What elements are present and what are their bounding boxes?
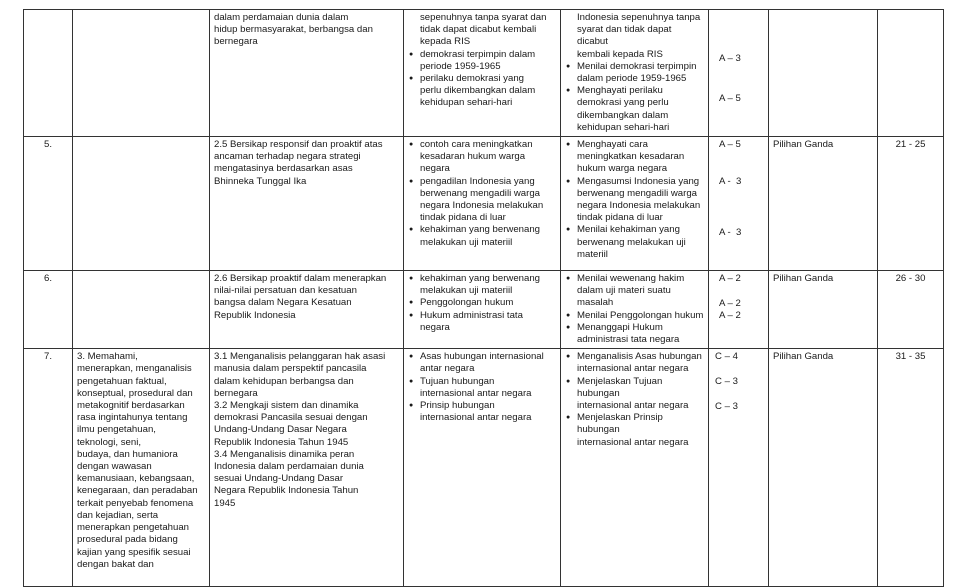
competency-cell [73,10,210,137]
indicator-cell: dalam perdamaian dunia dalam hidup bermasyarakat, berbangsa dan bernegara [210,10,404,137]
question-form-cell [769,10,878,137]
material-item: ● Penggolongan hukum [408,297,556,309]
indicator-cell: 2.5 Bersikap responsif dan proaktif atas ancaman terhadap negara strategi mengatasinya berdasarkan asas Bhinneka Tunggal Ika [210,137,404,271]
cognitive-level: A - 3 [719,176,742,188]
question-form-cell: Pilihan Ganda [769,349,878,587]
material-cell [404,10,561,137]
table-row [24,10,944,137]
cognitive-level: A – 2 [719,310,741,322]
question-indicator-item: ● Menilai Penggolongan hukum [565,310,704,322]
competency-cell: 3. Memahami, menerapkan, menganalisis pengetahuan faktual, konseptual, prosedural dan metakognitif berdasarkan rasa ingintahunya tentang ilmu pengetahuan, teknologi, seni, budaya, dan humaniora dengan wawasan kemanusiaan, kebangsaan, kenegaraan, dan peradaban terkait penyebab fenomena dan kejadian, serta menerapkan pengetahuan prosedural pada bidang kajian yang spesifik sesuai dengan bakat dan [73,349,210,587]
material-item: ● demokrasi terpimpin dalam periode 1959-1965 [408,49,556,73]
cognitive-level: A – 5 [719,139,741,151]
question-indicator-cell [561,10,709,137]
item-number-cell: 26 - 30 [878,271,944,349]
material-item: ● perilaku demokrasi yang perlu dikembangkan dalam kehidupan sehari-hari [408,73,556,110]
row-number: 6. [24,271,73,349]
cognitive-level: A – 2 [719,273,741,285]
item-number-cell: 21 - 25 [878,137,944,271]
table-row [24,271,944,349]
question-indicator-item: ● Menilai demokrasi terpimpin dalam periode 1959-1965 [565,61,704,85]
material-item: ● contoh cara meningkatkan kesadaran hukum warga negara [408,139,556,176]
cognitive-level: C – 4 [715,351,738,363]
question-indicator-item: Indonesia sepenuhnya tanpa syarat dan tidak dapat dicabut kembali kepada RIS [577,12,701,60]
level-cell [709,271,769,349]
competency-cell [73,271,210,349]
question-indicator-item: ● Menghayati cara meningkatkan kesadaran hukum warga negara [565,139,704,176]
material-item: ● Prinsip hubungan internasional antar negara [408,400,556,424]
question-indicator-cell [561,137,709,271]
question-indicator-item: ● Menilai wewenang hakim dalam uji materi suatu masalah [565,273,704,310]
material-item: ● Tujuan hubungan internasional antar negara [408,376,556,400]
indicator-cell: 2.6 Bersikap proaktif dalam menerapkan nilai-nilai persatuan dan kesatuan bangsa dalam Negara Kesatuan Republik Indonesia [210,271,404,349]
item-number-cell: 31 - 35 [878,349,944,587]
cognitive-level: C – 3 [715,401,738,413]
question-form-cell: Pilihan Ganda [769,271,878,349]
material-item: ● pengadilan Indonesia yang berwenang mengadili warga negara Indonesia melakukan tindak pidana di luar [408,176,556,225]
material-cell [404,349,561,587]
material-item: ● kehakiman yang berwenang melakukan uji materiil [408,273,556,297]
indicator-cell: 3.1 Menganalisis pelanggaran hak asasi manusia dalam perspektif pancasila dalam kehidupan berbangsa dan bernegara 3.2 Mengkaji sistem dan dinamika demokrasi Pancasila sesuai dengan Undang-Undang Dasar Negara Republik Indonesia Tahun 1945 3.4 Menganalisis dinamika peran Indonesia dalam perdamaian dunia sesuai Undang-Undang Dasar Negara Republik Indonesia Tahun 1945 [210,349,404,587]
row-number: 5. [24,137,73,271]
kisi-kisi-table [23,9,944,587]
cognitive-level: C – 3 [715,376,738,388]
material-item: sepenuhnya tanpa syarat dan tidak dapat dicabut kembali kepada RIS [420,12,547,48]
competency-cell [73,137,210,271]
question-indicator-item: ● Menjelaskan Prinsip hubungan internasional antar negara [565,412,704,449]
cognitive-level: A – 5 [719,93,741,104]
question-indicator-item: ● Menganalisis Asas hubungan internasional antar negara [565,351,704,375]
level-cell [709,10,769,137]
material-item: ● Hukum administrasi tata negara [408,310,556,334]
question-indicator-item: ● Menghayati perilaku demokrasi yang perlu dikembangkan dalam kehidupan sehari-hari [565,85,704,134]
cognitive-level: A - 3 [719,227,742,239]
material-item: ● kehakiman yang berwenang melakukan uji materiil [408,224,556,248]
table-row [24,349,944,587]
cognitive-level: A – 3 [719,53,741,64]
question-indicator-item: ● Menanggapi Hukum administrasi tata negara [565,322,704,346]
question-indicator-item: ● Mengasumsi Indonesia yang berwenang mengadili warga negara Indonesia melakukan tindak pidana di luar [565,176,704,225]
cognitive-level: A – 2 [719,298,741,310]
question-indicator-cell [561,271,709,349]
row-number [24,10,73,137]
question-indicator-item: ● Menjelaskan Tujuan hubungan internasional antar negara [565,376,704,413]
question-indicator-cell [561,349,709,587]
level-cell [709,349,769,587]
level-cell [709,137,769,271]
question-form-cell: Pilihan Ganda [769,137,878,271]
question-indicator-item: ● Menilai kehakiman yang berwenang melakukan uji materiil [565,224,704,261]
material-cell [404,137,561,271]
row-number: 7. [24,349,73,587]
table-row [24,137,944,271]
material-item: ● Asas hubungan internasional antar negara [408,351,556,375]
material-cell [404,271,561,349]
item-number-cell [878,10,944,137]
